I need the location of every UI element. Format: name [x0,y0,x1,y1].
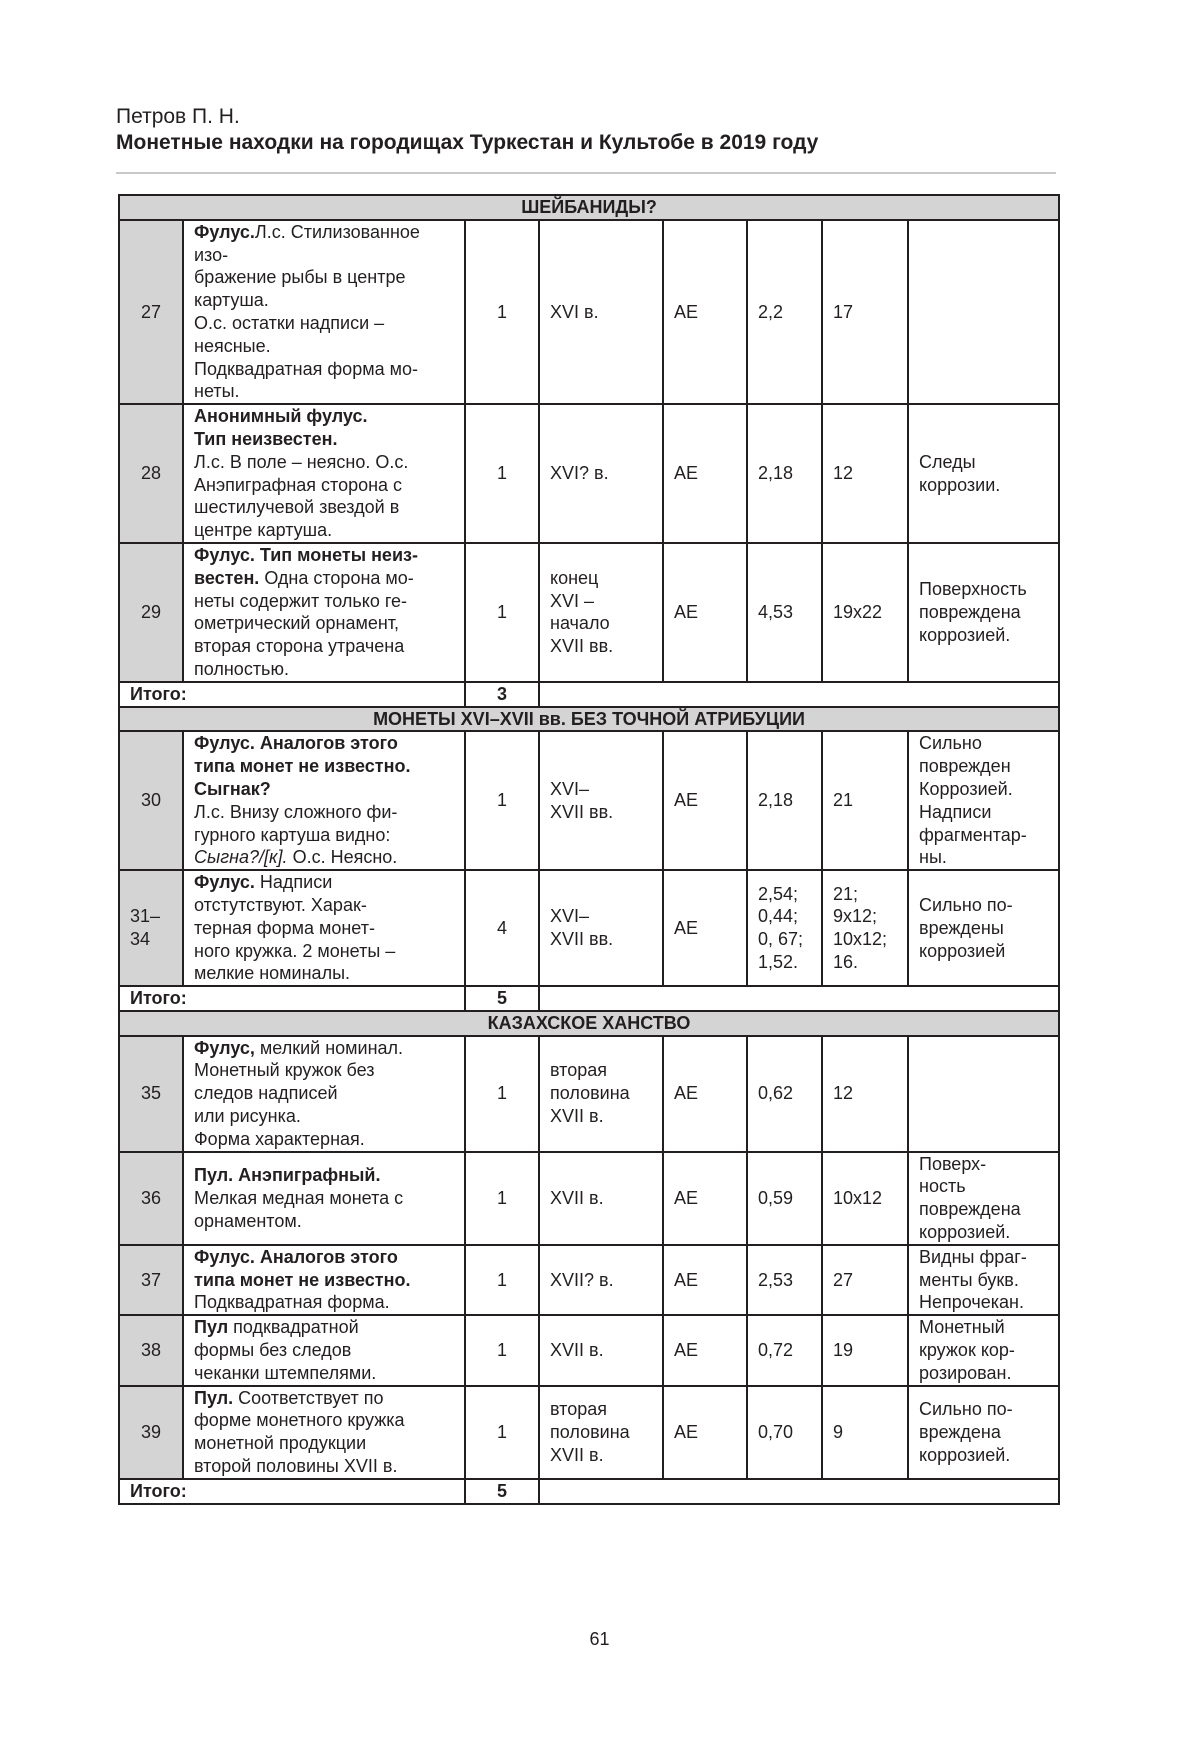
metal-cell: АЕ [663,220,747,404]
section-heading: КАЗАХСКОЕ ХАНСТВО [119,1011,1059,1036]
notes-cell: Поверх- ность повреждена коррозией. [908,1152,1059,1245]
article-title: Монетные находки на городищах Туркестан и Культобе в 2019 году [116,131,819,154]
size-cell: 9 [822,1386,908,1479]
table-row [119,731,1059,870]
description-bold: Фулус. [194,872,255,893]
table-row [119,543,1059,682]
catalog-number: 29 [119,543,183,682]
size-cell: 27 [822,1245,908,1315]
size-cell: 21 [822,731,908,870]
weight-cell: 0,70 [747,1386,822,1479]
description-text: Л.с. Стилизованное изо- бражение рыбы в центре картуша. О.с. остатки надписи – неясные. Подквадратная форма мо- неты. [194,221,420,402]
coin-description [183,1152,465,1245]
quantity-cell: 4 [465,870,539,986]
coin-description [183,1245,465,1315]
description-bold: Фулус. Тип монеты неиз- вестен. [194,544,418,588]
catalog-number: 28 [119,404,183,543]
table-row [119,1152,1059,1245]
metal-cell: АЕ [663,1245,747,1315]
catalog-number: 37 [119,1245,183,1315]
date-cell: XVII в. [539,1152,663,1245]
weight-cell: 2,53 [747,1245,822,1315]
description-bold: Пул [194,1317,229,1338]
page-header [116,104,1056,156]
coin-description [183,404,465,543]
catalog-number: 31– 34 [119,870,183,986]
description-bold: Пул. [194,1387,234,1408]
weight-cell: 0,59 [747,1152,822,1245]
date-cell: XVII в. [539,1315,663,1385]
metal-cell: АЕ [663,731,747,870]
quantity-cell: 1 [465,1386,539,1479]
description-text: мелкий номинал. Монетный кружок без следов надписей или рисунка. Форма характерная. [194,1037,404,1149]
quantity-cell: 1 [465,404,539,543]
date-cell: вторая половина XVII в. [539,1036,663,1152]
description-text: Подквадратная форма. [194,1292,390,1313]
notes-cell: Поверхность повреждена коррозией. [908,543,1059,682]
notes-cell [908,220,1059,404]
metal-cell: АЕ [663,543,747,682]
description-text: Мелкая медная монета с орнаментом. [194,1187,404,1231]
description-text: Л.с. В поле – неясно. О.с. Анэпиграфная сторона с шестилучевой звездой в центре картуша. [194,451,409,541]
weight-cell: 0,62 [747,1036,822,1152]
total-quantity: 3 [465,682,539,707]
description-bold: Анонимный фулус. Тип неизвестен. [194,406,368,449]
description-tail: О.с. Неясно. [287,847,398,868]
section-heading: ШЕЙБАНИДЫ? [119,195,1059,220]
date-cell: конец XVI – начало XVII вв. [539,543,663,682]
weight-cell: 2,2 [747,220,822,404]
quantity-cell: 1 [465,731,539,870]
metal-cell: АЕ [663,1386,747,1479]
coin-description [183,1315,465,1385]
notes-cell: Видны фраг- менты букв. Непрочекан. [908,1245,1059,1315]
description-bold: Фулус. Аналогов этого типа монет не известно. Сыгнак? [194,733,411,799]
quantity-cell: 1 [465,1152,539,1245]
coin-description [183,543,465,682]
metal-cell: АЕ [663,1036,747,1152]
notes-cell: Монетный кружок кор- розирован. [908,1315,1059,1385]
page-number: 61 [589,1629,610,1649]
section-heading: МОНЕТЫ XVI–XVII вв. БЕЗ ТОЧНОЙ АТРИБУЦИИ [119,707,1059,732]
catalog-number: 36 [119,1152,183,1245]
total-label: Итого: [119,682,465,707]
date-cell: XVI– XVII вв. [539,870,663,986]
catalog-number: 35 [119,1036,183,1152]
section-header-row [119,1011,1059,1036]
weight-cell: 4,53 [747,543,822,682]
header-divider [116,172,1056,174]
size-cell: 12 [822,1036,908,1152]
date-cell: XVI? в. [539,404,663,543]
section-header-row [119,195,1059,220]
catalog-number: 39 [119,1386,183,1479]
description-italic: Сыгна?/[к]. [194,847,288,868]
quantity-cell: 1 [465,543,539,682]
metal-cell: АЕ [663,870,747,986]
total-empty-cell [539,682,1059,707]
section-header-row [119,707,1059,732]
notes-cell [908,1036,1059,1152]
coin-description [183,220,465,404]
table-row [119,220,1059,404]
total-empty-cell [539,986,1059,1011]
total-empty-cell [539,1479,1059,1504]
table-row [119,1386,1059,1479]
size-cell: 10х12 [822,1152,908,1245]
total-row [119,682,1059,707]
description-text: Одна сторона мо- неты содержит только ге- ометрический орнамент, вторая сторона утрачена полностью. [194,567,414,679]
date-cell: вторая половина XVII в. [539,1386,663,1479]
weight-cell: 2,18 [747,404,822,543]
quantity-cell: 1 [465,1036,539,1152]
size-cell: 21; 9х12; 10х12; 16. [822,870,908,986]
catalog-number: 30 [119,731,183,870]
metal-cell: АЕ [663,1315,747,1385]
description-text: Надписи отстутствуют. Харак- терная форма монет- ного кружка. 2 монеты – мелкие номиналы. [194,872,396,984]
description-bold: Фулус. Аналогов этого типа монет не известно. [194,1246,411,1290]
total-label: Итого: [119,1479,465,1504]
quantity-cell: 1 [465,220,539,404]
catalog-number: 38 [119,1315,183,1385]
coin-description [183,1036,465,1152]
notes-cell: Сильно по- вреждена коррозией. [908,1386,1059,1479]
metal-cell: АЕ [663,404,747,543]
table-row [119,1245,1059,1315]
table-row [119,404,1059,543]
coin-description [183,870,465,986]
catalog-number: 27 [119,220,183,404]
date-cell: XVII? в. [539,1245,663,1315]
weight-cell: 2,18 [747,731,822,870]
date-cell: XVI– XVII вв. [539,731,663,870]
coin-table [118,194,1060,1505]
notes-cell: Сильно по- вреждены коррозией [908,870,1059,986]
description-bold: Фулус, [194,1037,255,1058]
size-cell: 19 [822,1315,908,1385]
weight-cell: 0,72 [747,1315,822,1385]
total-row [119,1479,1059,1504]
notes-cell: Следы коррозии. [908,404,1059,543]
size-cell: 12 [822,404,908,543]
description-text: Соответствует по форме монетного кружка монетной продукции второй половины XVII в. [194,1387,405,1477]
author-name: Петров П. Н. [116,105,240,128]
description-text: Л.с. Внизу сложного фи- гурного картуша видно: [194,801,398,845]
total-quantity: 5 [465,1479,539,1504]
quantity-cell: 1 [465,1315,539,1385]
size-cell: 19х22 [822,543,908,682]
notes-cell: Сильно поврежден Коррозией. Надписи фрагментар- ны. [908,731,1059,870]
coin-description [183,731,465,870]
weight-cell: 2,54; 0,44; 0, 67; 1,52. [747,870,822,986]
description-text: подквадратной формы без следов чеканки штемпелями. [194,1317,377,1383]
coin-description [183,1386,465,1479]
metal-cell: АЕ [663,1152,747,1245]
table-row [119,1315,1059,1385]
date-cell: XVI в. [539,220,663,404]
quantity-cell: 1 [465,1245,539,1315]
table-row [119,870,1059,986]
description-bold: Пул. Анэпиграфный. [194,1165,381,1186]
description-bold: Фулус. [194,221,255,242]
table-row [119,1036,1059,1152]
total-row [119,986,1059,1011]
total-label: Итого: [119,986,465,1011]
size-cell: 17 [822,220,908,404]
total-quantity: 5 [465,986,539,1011]
